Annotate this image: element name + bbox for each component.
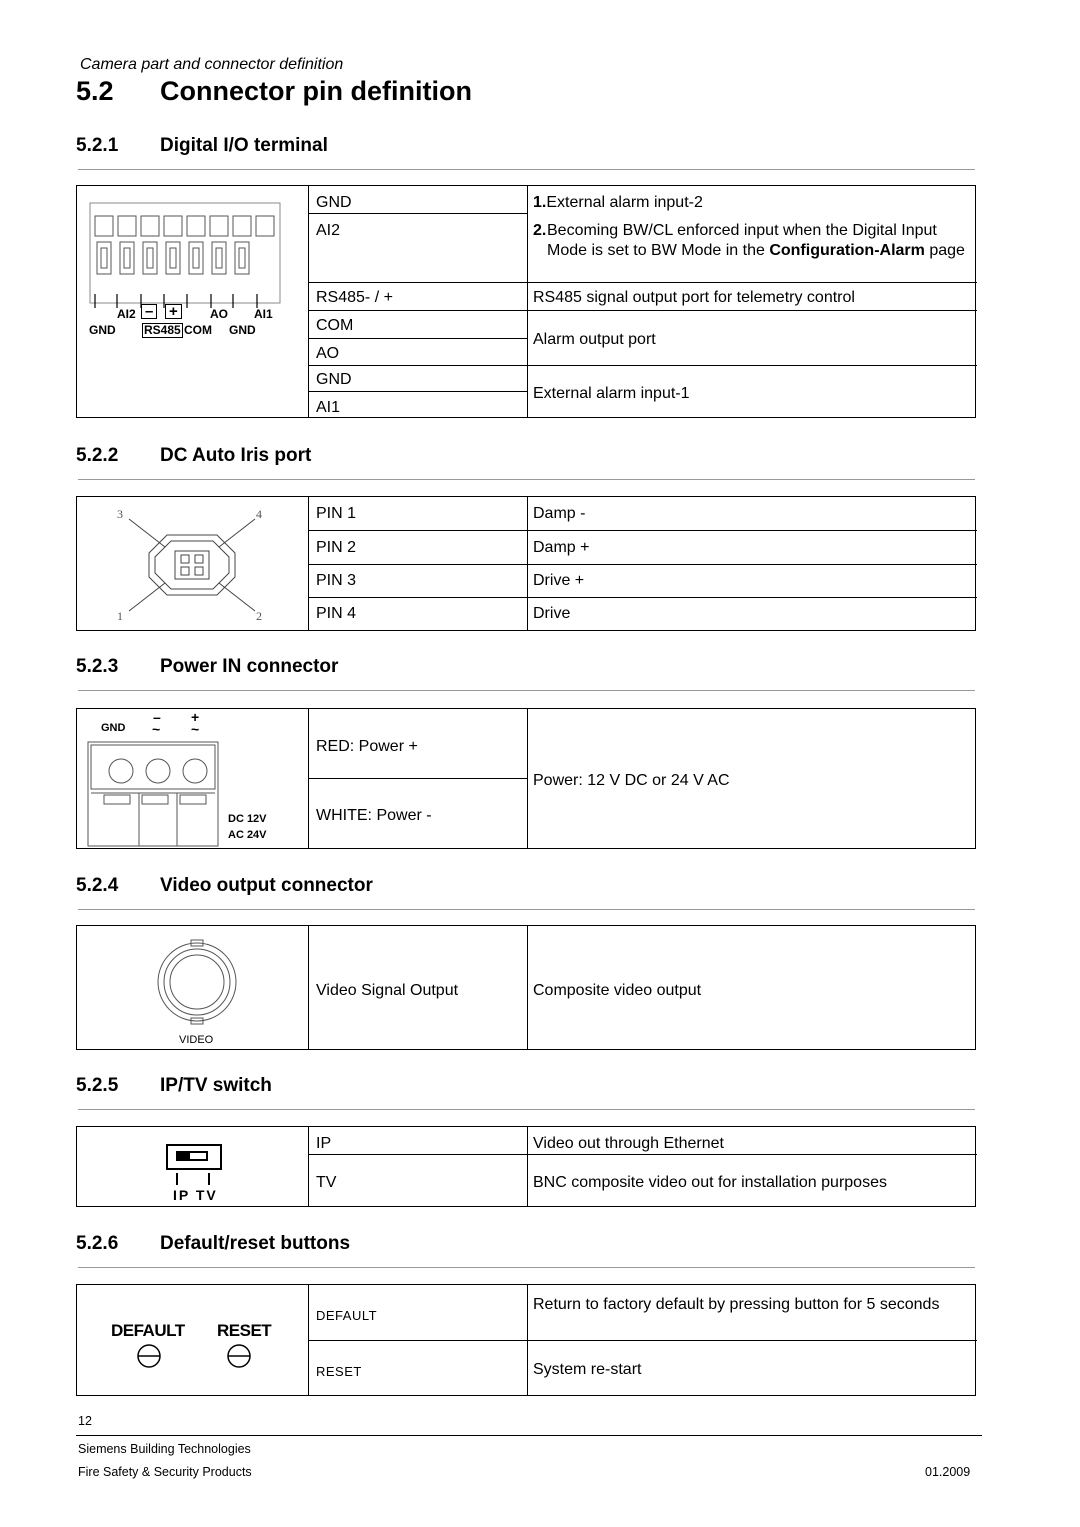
iris-desc: Damp + xyxy=(533,539,590,556)
running-header: Camera part and connector definition xyxy=(80,56,344,73)
heading-number: 5.2.1 xyxy=(76,135,119,156)
video-signal: Video Signal Output xyxy=(316,982,459,999)
power-desc: Power: 12 V DC or 24 V AC xyxy=(533,772,730,789)
footer-company: Siemens Building Technologies xyxy=(78,1442,251,1456)
row-divider xyxy=(308,564,977,565)
heading-number: 5.2.5 xyxy=(76,1075,119,1096)
power-label-minus: – xyxy=(153,709,161,725)
iptv-mode: IP xyxy=(316,1135,332,1152)
power-connector-diagram xyxy=(87,741,222,849)
pin-ao: AO xyxy=(316,345,340,362)
heading-number: 5.2.4 xyxy=(76,875,119,896)
iris-label-3: 3 xyxy=(117,507,123,521)
heading-text: Digital I/O terminal xyxy=(160,135,328,156)
power-label-tilde: ~ xyxy=(152,721,161,737)
heading-iptv xyxy=(76,1075,272,1097)
desc-text: page xyxy=(924,242,965,259)
pin-ai1: AI1 xyxy=(316,399,341,416)
heading-text: Video output connector xyxy=(160,875,373,896)
terminal-label-plus: + xyxy=(165,304,182,319)
reset-button-icon xyxy=(225,1343,255,1369)
divider xyxy=(78,1267,975,1268)
iris-label-2: 2 xyxy=(256,609,262,623)
col-divider xyxy=(308,186,309,417)
default-button-icon xyxy=(135,1343,165,1369)
terminal-label-minus: – xyxy=(141,304,157,319)
heading-text: Power IN connector xyxy=(160,656,339,677)
terminal-label-ai1: AI1 xyxy=(254,307,273,321)
button-desc-default: Return to factory default by pressing button for 5 seconds xyxy=(533,1296,940,1313)
desc-rs485: RS485 signal output port for telemetry control xyxy=(533,289,855,306)
footer-divider xyxy=(76,1435,982,1436)
desc-alarm-input-1: External alarm input-1 xyxy=(533,385,690,402)
terminal-label-com: COM xyxy=(184,323,212,337)
iptv-switch-icon xyxy=(165,1143,225,1189)
desc-number: 1. xyxy=(533,194,547,211)
desc-alarm-output: Alarm output port xyxy=(533,331,656,348)
row-divider xyxy=(308,365,977,366)
divider xyxy=(78,479,975,480)
terminal-label-ao: AO xyxy=(210,307,228,321)
page-number: 12 xyxy=(78,1414,92,1428)
button-desc-reset: System re-start xyxy=(533,1361,642,1378)
divider xyxy=(78,1109,975,1110)
bnc-connector-icon xyxy=(155,938,245,1028)
row-divider xyxy=(308,1154,977,1155)
desc-text: External alarm input-2 xyxy=(546,194,703,211)
heading-digital-io xyxy=(76,135,328,157)
pin-gnd-2: GND xyxy=(316,371,352,388)
row-divider xyxy=(308,338,527,339)
row-divider xyxy=(308,778,527,779)
power-label-tilde-2: ~ xyxy=(191,721,200,737)
iris-desc: Drive xyxy=(533,605,571,622)
reset-label: RESET xyxy=(217,1321,272,1340)
row-divider xyxy=(308,1340,977,1341)
button-name-reset: RESET xyxy=(316,1364,362,1379)
digital-io-table xyxy=(76,185,976,418)
terminal-label-gnd: GND xyxy=(89,323,116,337)
reset-table xyxy=(76,1284,976,1396)
terminal-label-rs485: RS485 xyxy=(144,323,181,337)
iris-label-1: 1 xyxy=(117,609,123,623)
page-title xyxy=(76,76,472,107)
divider xyxy=(78,690,975,691)
section-title: Connector pin definition xyxy=(160,76,472,106)
power-label-dc: DC 12V xyxy=(228,813,267,825)
terminal-label-ai2: AI2 xyxy=(117,307,136,321)
default-label: DEFAULT xyxy=(111,1321,185,1340)
iptv-mode: TV xyxy=(316,1174,337,1191)
iris-pin: PIN 2 xyxy=(316,539,357,556)
iris-pin: PIN 4 xyxy=(316,605,357,622)
power-label-plus: + xyxy=(191,709,200,725)
desc-text: Becoming BW/CL enforced input when the Digital Input Mode is set to BW Mode in the xyxy=(547,222,937,259)
button-name-default: DEFAULT xyxy=(316,1308,378,1323)
dc-iris-table xyxy=(76,496,976,631)
desc-alarm-input-2 xyxy=(533,193,703,213)
row-divider xyxy=(308,213,527,214)
col-divider xyxy=(527,186,528,417)
desc-number: 2. xyxy=(533,222,547,239)
row-divider xyxy=(308,391,527,392)
heading-reset xyxy=(76,1233,350,1255)
pin-rs485: RS485- / + xyxy=(316,289,393,306)
power-in-table xyxy=(76,708,976,849)
pin-gnd: GND xyxy=(316,194,352,211)
heading-power-in xyxy=(76,656,338,678)
power-red: RED: Power + xyxy=(316,738,418,755)
heading-dc-iris xyxy=(76,445,311,467)
iptv-table xyxy=(76,1126,976,1207)
heading-number: 5.2.2 xyxy=(76,445,119,466)
video-label: VIDEO xyxy=(179,1034,214,1046)
iris-port-diagram xyxy=(107,505,277,625)
heading-text: Default/reset buttons xyxy=(160,1233,351,1254)
footer-date: 01.2009 xyxy=(925,1465,971,1479)
heading-text: DC Auto Iris port xyxy=(160,445,312,466)
iris-desc: Drive + xyxy=(533,572,585,589)
video-desc: Composite video output xyxy=(533,982,702,999)
col-divider xyxy=(308,926,309,1049)
power-label-gnd: GND xyxy=(101,722,126,734)
col-divider xyxy=(308,1127,309,1206)
heading-text: IP/TV switch xyxy=(160,1075,272,1096)
terminal-label-gnd-2: GND xyxy=(229,323,256,337)
col-divider xyxy=(527,1127,528,1206)
col-divider xyxy=(527,709,528,848)
row-divider xyxy=(308,530,977,531)
divider xyxy=(78,909,975,910)
iris-pin: PIN 3 xyxy=(316,572,357,589)
pin-ai2: AI2 xyxy=(316,222,341,239)
row-divider xyxy=(308,282,977,283)
iris-desc: Damp - xyxy=(533,505,586,522)
row-divider xyxy=(308,597,977,598)
row-divider xyxy=(308,310,977,311)
footer-division: Fire Safety & Security Products xyxy=(78,1465,252,1479)
iptv-desc: Video out through Ethernet xyxy=(533,1135,724,1152)
iptv-label: IP TV xyxy=(173,1187,218,1203)
divider xyxy=(78,169,975,170)
iris-label-4: 4 xyxy=(256,507,262,521)
desc-bold: Configuration-Alarm xyxy=(769,242,925,259)
video-out-table xyxy=(76,925,976,1050)
pin-com: COM xyxy=(316,317,354,334)
iptv-desc: BNC composite video out for installation purposes xyxy=(533,1174,887,1191)
section-number: 5.2 xyxy=(76,76,114,106)
heading-number: 5.2.6 xyxy=(76,1233,119,1254)
col-divider xyxy=(527,926,528,1049)
heading-number: 5.2.3 xyxy=(76,656,119,677)
iris-pin: PIN 1 xyxy=(316,505,357,522)
power-label-ac: AC 24V xyxy=(228,829,267,841)
desc-bw-mode xyxy=(533,221,973,261)
power-white: WHITE: Power - xyxy=(316,807,432,824)
heading-video-out xyxy=(76,875,373,897)
